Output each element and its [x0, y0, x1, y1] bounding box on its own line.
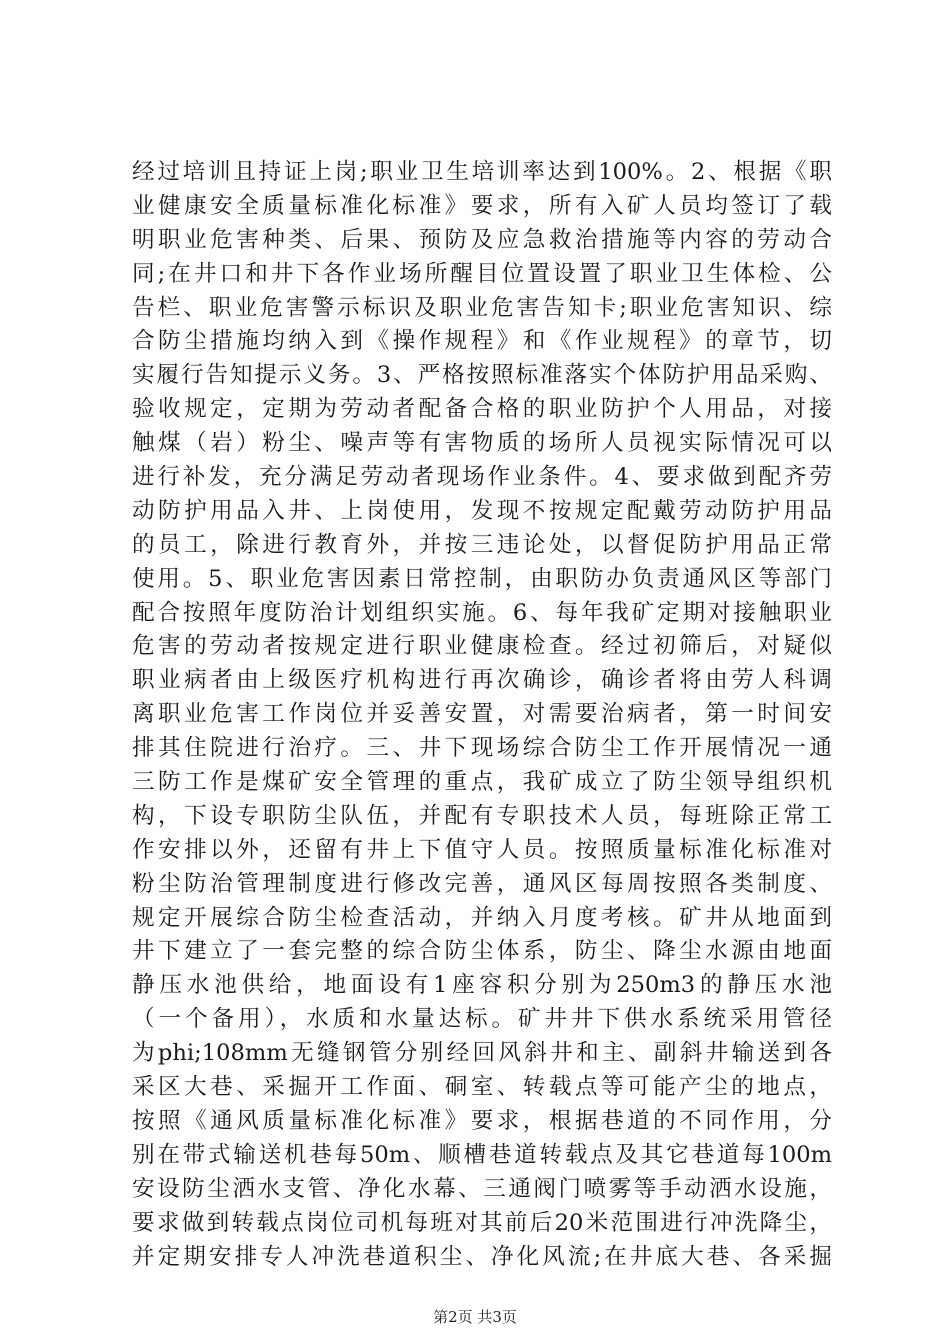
text-line: 别在带式输送机巷每50m、顺槽巷道转载点及其它巷道每100m	[132, 1141, 832, 1168]
text-line: 排其住院进行治疗。三、井下现场综合防尘工作开展情况一通	[132, 735, 832, 762]
text-line: 构，下设专职防尘队伍，并配有专职技术人员，每班除正常工	[132, 802, 832, 829]
text-line: 安设防尘洒水支管、净化水幕、三通阀门喷雾等手动洒水设施，	[132, 1175, 832, 1202]
text-line: 职业病者由上级医疗机构进行再次确诊，确诊者将由劳人科调	[132, 667, 832, 694]
text-line: 静压水池供给，地面设有1座容积分别为250m3的静压水池	[132, 972, 832, 999]
text-line: 动防护用品入井、上岗使用，发现不按规定配戴劳动防护用品	[132, 497, 832, 524]
text-line: 实履行告知提示义务。3、严格按照标准落实个体防护用品采购、	[132, 362, 832, 389]
text-line: 离职业危害工作岗位并妥善安置，对需要治病者，第一时间安	[132, 701, 832, 728]
text-line: （一个备用），水质和水量达标。矿井井下供水系统采用管径	[132, 1006, 832, 1033]
text-line: 井下建立了一套完整的综合防尘体系，防尘、降尘水源由地面	[132, 938, 832, 965]
text-line: 规定开展综合防尘检查活动，并纳入月度考核。矿井从地面到	[132, 904, 832, 931]
text-line: 合防尘措施均纳入到《操作规程》和《作业规程》的章节，切	[132, 328, 832, 355]
page-footer: 第2页 共3页	[433, 1308, 517, 1326]
text-line: 采区大巷、采掘开工作面、硐室、转载点等可能产尘的地点，	[132, 1074, 832, 1101]
text-line: 并定期安排专人冲洗巷道积尘、净化风流;在井底大巷、各采掘	[132, 1243, 832, 1270]
text-line: 使用。5、职业危害因素日常控制，由职防办负责通风区等部门	[132, 565, 832, 592]
text-line: 危害的劳动者按规定进行职业健康检查。经过初筛后，对疑似	[132, 633, 832, 660]
text-line: 验收规定，定期为劳动者配备合格的职业防护个人用品，对接	[132, 396, 832, 423]
text-line: 作安排以外，还留有井上下值守人员。按照质量标准化标准对	[132, 836, 832, 863]
text-line: 触煤（岩）粉尘、噪声等有害物质的场所人员视实际情况可以	[132, 430, 832, 457]
text-line: 要求做到转载点岗位司机每班对其前后20米范围进行冲洗降尘，	[132, 1209, 832, 1236]
text-line: 按照《通风质量标准化标准》要求，根据巷道的不同作用，分	[132, 1107, 832, 1134]
text-line: 三防工作是煤矿安全管理的重点，我矿成立了防尘领导组织机	[132, 769, 832, 796]
text-line: 明职业危害种类、后果、预防及应急救治措施等内容的劳动合	[132, 226, 832, 253]
text-line: 进行补发，充分满足劳动者现场作业条件。4、要求做到配齐劳	[132, 464, 832, 491]
text-line: 为phi;108mm无缝钢管分别经回风斜井和主、副斜井输送到各	[132, 1040, 832, 1067]
text-line: 粉尘防治管理制度进行修改完善，通风区每周按照各类制度、	[132, 870, 832, 897]
text-line: 的员工，除进行教育外，并按三违论处，以督促防护用品正常	[132, 531, 832, 558]
text-line: 配合按照年度防治计划组织实施。6、每年我矿定期对接触职业	[132, 599, 832, 626]
text-line: 同;在井口和井下各作业场所醒目位置设置了职业卫生体检、公	[132, 260, 832, 287]
body-paragraph	[132, 156, 832, 1274]
text-line: 告栏、职业危害警示标识及职业危害告知卡;职业危害知识、综	[132, 294, 832, 321]
text-line: 经过培训且持证上岗;职业卫生培训率达到100%。2、根据《职	[132, 159, 832, 185]
text-line: 业健康安全质量标准化标准》要求，所有入矿人员均签订了载	[132, 192, 832, 219]
